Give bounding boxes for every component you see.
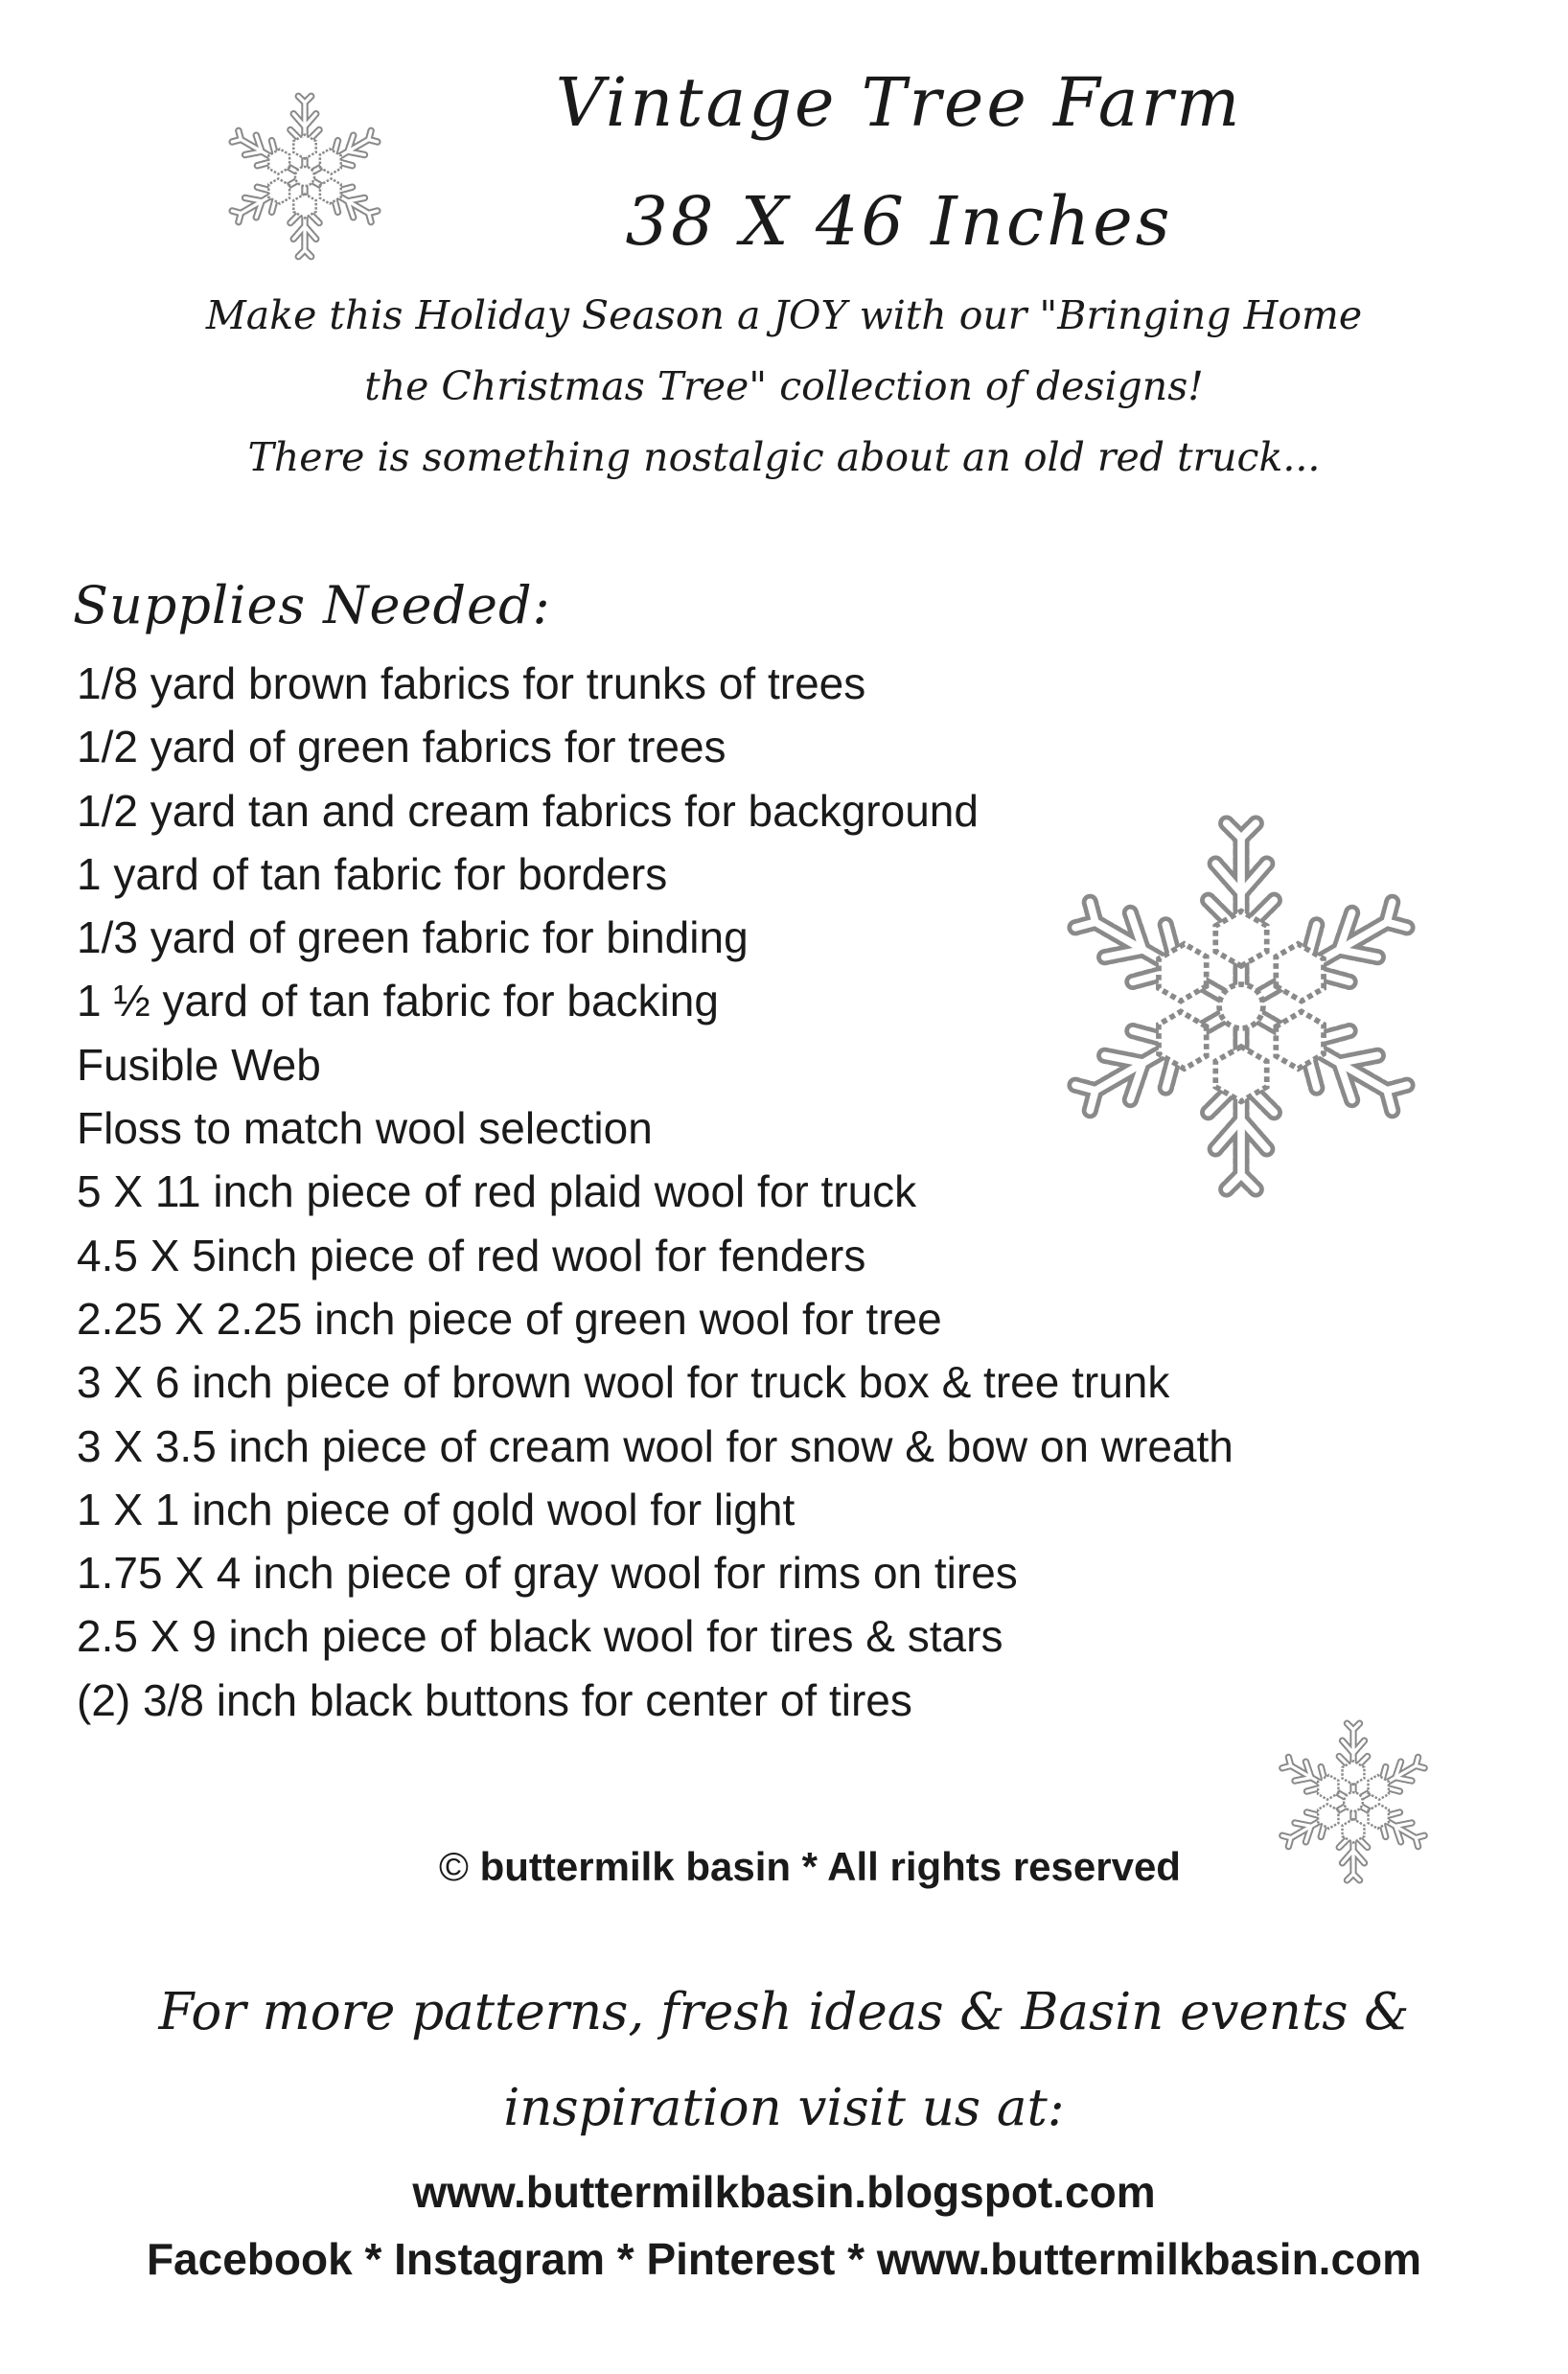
copyright-symbol: ©	[439, 1844, 469, 1889]
list-item: 2.25 X 2.25 inch piece of green wool for tree	[77, 1293, 942, 1344]
copyright-text: buttermilk basin * All rights reserved	[479, 1844, 1181, 1889]
snowflake-icon	[1267, 1716, 1440, 1888]
list-item: 2.5 X 9 inch piece of black wool for tires & stars	[77, 1611, 1003, 1662]
list-item: 1 X 1 inch piece of gold wool for light	[77, 1484, 796, 1534]
visit-line: For more patterns, fresh ideas & Basin events &	[158, 1983, 1410, 2041]
list-item: 1/2 yard of green fabrics for trees	[77, 722, 726, 772]
list-item: 1 yard of tan fabric for borders	[77, 848, 668, 899]
list-item: 3 X 3.5 inch piece of cream wool for snow & bow on wreath	[77, 1420, 1234, 1471]
social-links: Facebook * Instagram * Pinterest * www.buttermilkbasin.com	[146, 2234, 1422, 2284]
intro-line: There is something nostalgic about an old red truck...	[247, 434, 1321, 480]
blog-url: www.buttermilkbasin.blogspot.com	[412, 2167, 1156, 2217]
supplies-list	[77, 652, 1234, 1732]
list-item: 1.75 X 4 inch piece of gray wool for rims on tires	[77, 1548, 1018, 1599]
list-item: 1/3 yard of green fabric for binding	[77, 912, 749, 963]
list-item: 3 X 6 inch piece of brown wool for truck box & tree trunk	[77, 1357, 1170, 1408]
visit-text	[38, 1965, 1530, 2156]
intro-text	[58, 280, 1510, 493]
title-line: Vintage Tree Farm	[555, 63, 1243, 142]
list-item: 1/2 yard tan and cream fabrics for background	[77, 785, 979, 836]
size-line: 38 X 46 Inches	[625, 182, 1173, 261]
list-item: (2) 3/8 inch black buttons for center of tires	[77, 1674, 912, 1725]
list-item: 1 ½ yard of tan fabric for backing	[77, 976, 719, 1026]
list-item: 4.5 X 5inch piece of red wool for fenders	[77, 1230, 866, 1280]
list-item: 1/8 yard brown fabrics for trunks of trees	[77, 658, 866, 708]
list-item: Fusible Web	[77, 1039, 321, 1090]
copyright-notice	[439, 1844, 1181, 1890]
supplies-heading: Supplies Needed:	[73, 575, 551, 635]
visit-line: inspiration visit us at:	[503, 2079, 1065, 2137]
intro-line: the Christmas Tree" collection of designs!	[364, 363, 1204, 409]
list-item: 5 X 11 inch piece of red plaid wool for truck	[77, 1166, 917, 1217]
list-item: Floss to match wool selection	[77, 1103, 653, 1154]
intro-line: Make this Holiday Season a JOY with our "Bringing Home	[205, 292, 1363, 338]
